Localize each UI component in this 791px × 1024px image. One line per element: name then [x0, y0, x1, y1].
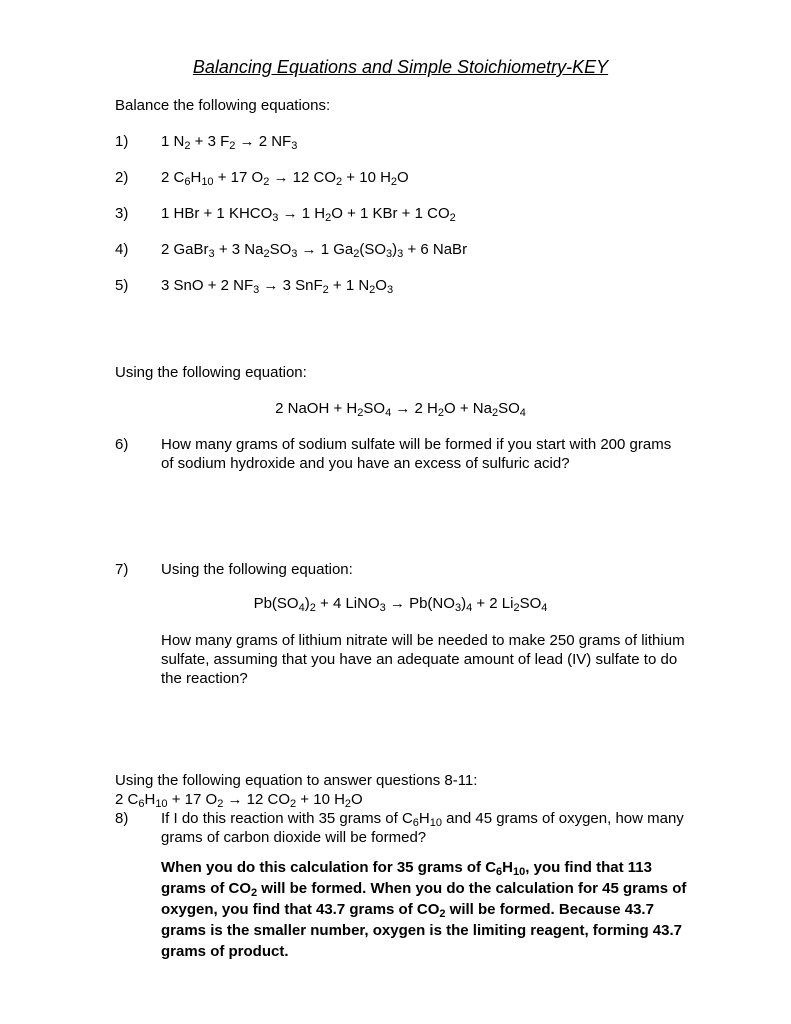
- section6-equation: 2 NaOH + $H_2SO_4 \to 2$ $H_2O + Na_2SO_4$: [275, 400, 526, 419]
- question-7-text: How many grams of lithium nitrate will be needed to make 250 grams of lithium sulfate, assuming that you have an adequate amount of lead (IV) sulfate to do the reaction?: [161, 632, 685, 687]
- equation-text: 1 HBr + 1 $KHCO_3 \to 1$ $H_2O + 1$ KBr + 1 $CO_2$: [161, 205, 456, 224]
- section8-lead: Using the following equation to answer questions 8-11:: [115, 772, 478, 789]
- right-arrow-icon: →: [273, 169, 289, 186]
- equation-text: 1 $N_2 + 3$ $F_2 \to 2$ $NF_3$: [161, 133, 298, 152]
- question-8: [115, 809, 686, 847]
- page-title: Balancing Equations and Simple Stoichiometry-KEY: [192, 57, 609, 77]
- equation-number: 3): [115, 205, 129, 222]
- right-arrow-icon: →: [301, 241, 317, 258]
- right-arrow-icon: →: [263, 277, 279, 294]
- equation-row: [115, 204, 686, 223]
- equation-row: [115, 276, 686, 295]
- equation-text: 2 $C_6H_{10} + 17$ $O_2 \to 12$ $CO_2 + 10$ $H_2O$: [161, 169, 409, 188]
- section7-lead-row: [115, 560, 686, 579]
- right-arrow-icon: →: [239, 133, 255, 150]
- section7-equation: $Pb(SO_4)_2 + 4$ LiNO$_3$ → $Pb(NO_3)_4 + 2$ $Li_2SO_4$: [253, 595, 548, 614]
- right-arrow-icon: →: [395, 400, 411, 417]
- answer-8-text: When you do this calculation for 35 grams of $C_6H_{10}$, you find that 113 grams of $CO_2$ will be formed. When you do the calculation for 45 grams of oxygen, you find that 43.7 grams of $CO_2$ will be formed. Because 43.7 grams is the smaller number, oxygen is the limiting reagent, forming 43.7 grams of product.: [161, 859, 687, 960]
- section8-equation: 2 $C_6H_{10} + 17$ $O_2 \to 12$ $CO_2 + 10$ $H_2O$: [115, 791, 363, 810]
- equation-text: 3 SnO + 2 $NF_3 \to 3$ SnF$_2$ + 1 $N_2O_3$: [161, 277, 394, 296]
- equation-number: 5): [115, 277, 129, 294]
- question-number: 8): [115, 810, 129, 827]
- right-arrow-icon: →: [389, 595, 405, 612]
- equation-text: 2 GaBr$_3$ + 3 $Na_2SO_3 \to 1$ $Ga_2(SO_3)_3 + 6$ NaBr: [161, 241, 468, 260]
- intro-text: Balance the following equations:: [115, 97, 331, 114]
- equation-number: 4): [115, 241, 129, 258]
- equation-row: [115, 168, 686, 187]
- equation-row: [115, 240, 686, 259]
- equation-row: [115, 132, 686, 151]
- question-number: 6): [115, 436, 129, 453]
- right-arrow-icon: →: [282, 205, 298, 222]
- section6-lead: Using the following equation:: [115, 364, 307, 381]
- right-arrow-icon: →: [227, 791, 243, 808]
- question-number: 7): [115, 561, 129, 578]
- equation-number: 2): [115, 169, 129, 186]
- equation-list: [115, 132, 686, 295]
- question-text: If I do this reaction with 35 grams of $C_6H_{10}$ and 45 grams of oxygen, how many grams of carbon dioxide will be formed?: [161, 810, 684, 846]
- question-text: How many grams of sodium sulfate will be formed if you start with 200 grams of sodium hydroxide and you have an excess of sulfuric acid?: [161, 436, 672, 472]
- equation-number: 1): [115, 133, 129, 150]
- section7-lead: Using the following equation:: [161, 561, 353, 578]
- question-6: [115, 435, 686, 473]
